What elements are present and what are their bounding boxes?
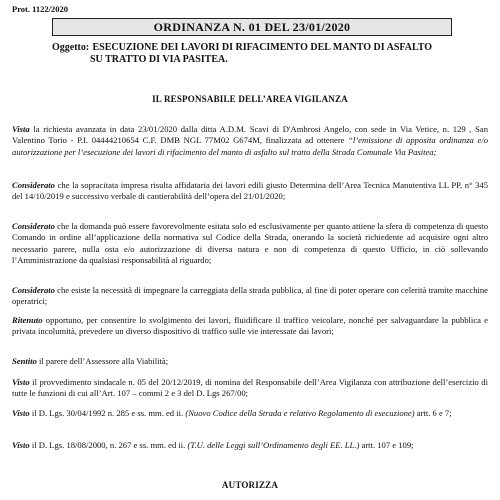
paragraph-text: opportuno, per consentire lo svolgimento dei lavori, fluidificare il traffico veicolare, nonché per salvaguardare la pubblica e privata incolumità, prevedere un diverso dispositivo di traffico sulle vie interessate dai lavori; bbox=[12, 315, 488, 337]
paragraph-text: che esiste la necessità di impegnare la carreggiata della strada pubblica, al fine di poter operare con celerità tramite macchine operatrici; bbox=[12, 285, 488, 307]
paragraph-sentito bbox=[12, 356, 488, 367]
paragraph-keyword: Ritenuto bbox=[12, 315, 43, 325]
paragraph-text: il D. Lgs. 30/04/1992 n. 285 e ss. mm. ed ii. bbox=[29, 408, 186, 418]
paragraph-keyword: Sentito bbox=[12, 356, 37, 366]
paragraph-text: il parere dell’Assessore alla Viabilità; bbox=[36, 356, 169, 366]
paragraph-keyword: Vista bbox=[12, 124, 30, 134]
paragraph-considerato-competence bbox=[12, 221, 488, 267]
paragraph-text: la richiesta avanzata in data 23/01/2020 dalla ditta A.D.M. Scavi di D'Ambrosi Angelo, con sede in Via Vetice, n. 129 , San Valentino Torio - P.I. 04444210654 C.F. DMB NGL 77M02 G674M, finalizzata ad ottenere bbox=[12, 124, 488, 146]
protocol-number: Prot. 1122/2020 bbox=[12, 4, 69, 14]
paragraph-vista-request bbox=[12, 124, 488, 158]
responsible-heading: IL RESPONSABILE DELL’AREA VIGILANZA bbox=[152, 94, 348, 104]
ordinance-title: ORDINANZA N. 01 DEL 23/01/2020 bbox=[52, 18, 452, 36]
subject-line-2: SU TRATTO DI VIA PASITEA. bbox=[90, 54, 228, 65]
paragraph-visto-appointment bbox=[12, 377, 488, 400]
paragraph-keyword: Considerato bbox=[12, 180, 55, 190]
paragraph-text-tail: artt. 6 e 7; bbox=[414, 408, 452, 418]
paragraph-keyword: Visto bbox=[12, 440, 30, 450]
subject-block bbox=[52, 42, 452, 66]
paragraph-text-tail: artt. 107 e 109; bbox=[359, 440, 414, 450]
paragraph-considerato-assignment bbox=[12, 180, 488, 203]
paragraph-text: il D. Lgs. 18/08/2000, n. 267 e ss. mm. ed ii. bbox=[29, 440, 188, 450]
paragraph-keyword: Considerato bbox=[12, 285, 55, 295]
paragraph-quote: “l’emissione di apposita ordinanza e/o autorizzazione per l’esecuzione dei lavori di rifacimento del manto di asfalto sul tratto della Strada Comunale Via Pasitea; bbox=[12, 135, 489, 157]
paragraph-citation: (Nuovo Codice della Strada e relativo Regolamento di esecuzione) bbox=[185, 408, 415, 418]
subject-line-1: ESECUZIONE DEI LAVORI DI RIFACIMENTO DEL MANTO DI ASFALTO bbox=[92, 42, 433, 53]
paragraph-ritenuto bbox=[12, 315, 488, 338]
paragraph-keyword: Considerato bbox=[12, 221, 55, 231]
paragraph-keyword: Visto bbox=[12, 377, 30, 387]
paragraph-citation: (T.U. delle Leggi sull’Ordinamento degli EE. LL.) bbox=[187, 440, 360, 450]
paragraph-keyword: Visto bbox=[12, 408, 30, 418]
paragraph-text: il provvedimento sindacale n. 05 del 20/12/2019, di nomina del Responsabile dell’Area Vigilanza con attribuzione dell’esercizio di tutte le funzioni di cui all’Art. 107 – commi 2 e 3 del D. Lgs 267/00; bbox=[12, 377, 488, 399]
paragraph-visto-tuel bbox=[12, 440, 488, 451]
authorize-heading: AUTORIZZA bbox=[221, 480, 279, 490]
paragraph-text: che la sopracitata impresa risulta affidataria dei lavori edili giusto Determina dell’Area Tecnica Manutentiva LL PP, n° 345 del 14/10/2019 e successivo verbale di cantierabilità dell’opera del 21/01/2020; bbox=[12, 180, 488, 202]
paragraph-considerato-roadway bbox=[12, 285, 488, 308]
paragraph-visto-road-code bbox=[12, 408, 488, 419]
paragraph-text: che la domanda può essere favorevolmente esitata solo ed esclusivamente per quanto attiene la sfera di competenza di questo Comando in ordine all’applicazione della normativa sul Codice della Strada, onerando la società richiedente ad acquisire ogni altro necessario parere, nulla osta e/o autorizzazione di diversa natura e non di competenza di questo Ufficio, in ciò sollevando l’Amministrazione da qualsiasi responsabilità al riguardo; bbox=[12, 221, 488, 266]
subject-label: Oggetto: bbox=[52, 42, 90, 53]
